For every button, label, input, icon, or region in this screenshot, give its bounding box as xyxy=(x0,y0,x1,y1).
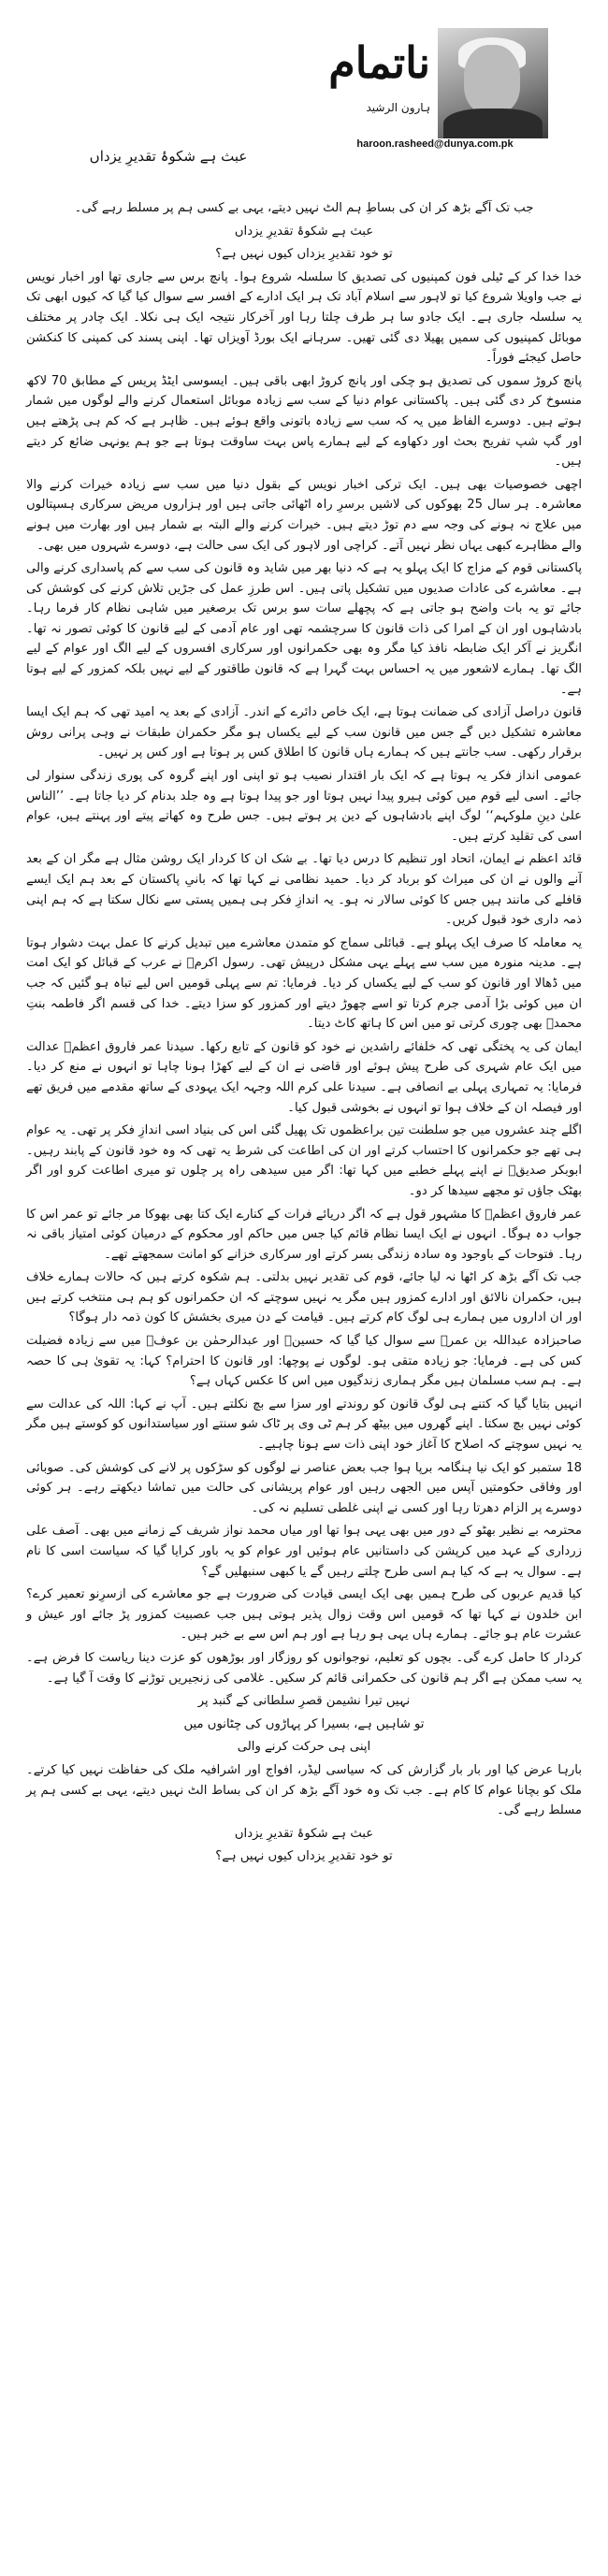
paragraph: تو خود تقدیرِ یزداں کیوں نہیں ہے؟ xyxy=(215,247,393,262)
paragraph: صاحبزادہ عبداللہ بن عمرؓ سے سوال کیا گیا کہ حسینؓ اور عبدالرحمٰن بن عوفؓ میں سے زیادہ فضیلت کس کی ہے۔ فرمایا: جو زیادہ متقی ہو۔ لوگوں نے پوچھا: اور قانون کا احترام؟ کہا: یہ تقویٰ ہی کا حصہ ہے۔ ہم سب مسلمان ہیں مگر ہماری زندگیوں میں اس کا عکس کہاں ہے؟ xyxy=(26,1334,582,1389)
paragraph: جب تک آگے بڑھ کر اٹھا نہ لیا جائے، قوم کی تقدیر نہیں بدلتی۔ ہم شکوہ کرتے ہیں کہ حالات ہمارے خلاف ہیں، حکمران نالائق اور ادارے کمزور ہیں مگر یہ نہیں سوچتے کہ ان حکمرانوں کو ہم ہی منتخب کرتے ہیں اور ان اداروں میں ہمارے ہی لوگ کام کرتے ہیں۔ قیامت کے دن میری بخشش کا کون ذمہ دار ہوگا؟ xyxy=(26,1270,582,1325)
author-photo xyxy=(438,28,548,138)
paragraph: ایمان کی یہ پختگی تھی کہ خلفائے راشدین نے خود کو قانون کے تابع رکھا۔ سیدنا عمر فاروق اعظمؓ عدالت میں ایک عام شہری کی طرح پیش ہوئے اور قاضی نے ان کے لیے کھڑا ہونا چاہا تو انہوں نے منع کر دیا۔ فرمایا: یہ تمہاری پہلی بے انصافی ہے۔ سیدنا علی کرم اللہ وجہہ ایک یہودی کے ساتھ مقدمے میں فریق تھے اور فیصلہ ان کے خلاف ہوا تو انہوں نے بخوشی قبول کیا۔ xyxy=(26,1039,582,1115)
author-face xyxy=(464,45,520,114)
paragraph: کیا قدیم عربوں کی طرح ہمیں بھی ایک ایسی قیادت کی ضرورت ہے جو معاشرے کی ازسرِنو تعمیر کرے؟ ابن خلدون نے کہا تھا کہ قومیں اس وقت زوال پذیر ہوتی ہیں جب عصبیت کمزور پڑ جائے اور عیش و عشرت عام ہو جائے۔ ہمارے ہاں یہی ہو رہا ہے اور ہم اس سے بے خبر ہیں۔ xyxy=(26,1587,582,1643)
article-headline: عبث ہے شکوۂ تقدیرِ یزداں xyxy=(89,148,248,165)
paragraph: تو خود تقدیرِ یزداں کیوں نہیں ہے؟ xyxy=(215,1849,393,1864)
paragraph: 18 ستمبر کو ایک نیا ہنگامہ برپا ہوا جب بعض عناصر نے لوگوں کو سڑکوں پر لانے کی کوشش کی۔ صوبائی اور وفاقی حکومتیں آپس میں الجھی رہیں اور عوام پریشانی کی حالت میں تماشا دیکھتے رہے۔ ہر کوئی دوسرے پر الزام دھرتا رہا اور کسی نے اپنی غلطی تسلیم نہ کی۔ xyxy=(26,1460,582,1515)
paragraph: پاکستانی قوم کے مزاج کا ایک پہلو یہ ہے کہ دنیا بھر میں شاید وہ قانون کی سب سے کم پاسداری کرنے والی ہے۔ معاشرے کی عادات صدیوں میں تشکیل پاتی ہیں۔ اس طرزِ عمل کی جڑیں تلاش کرنے کی کوشش کی جائے تو یہ بات واضح ہو جاتی ہے کہ پچھلے سات سو برس تک برصغیر میں شاہی نظام کار فرما رہا۔ بادشاہوں اور ان کے امرا کی ذات قانون کا سرچشمہ تھی اور عام آدمی کے لیے قانون کا کوئی تصور نہ تھا۔ انگریز نے آکر ایک ضابطہ نافذ کیا مگر وہ بھی حکمرانوں اور سرکاری افسروں کے لیے الگ اور عوام کے لیے الگ تھا۔ ہمارے لاشعور میں یہ احساس بہت گہرا ہے کہ قانون طاقتور کے لیے نہیں بلکہ کمزور کے لیے ہوتا ہے۔ xyxy=(26,561,582,697)
author-body xyxy=(443,109,543,138)
author-byline: ہارون الرشید xyxy=(366,101,430,114)
paragraph: اگلے چند عشروں میں جو سلطنت تین براعظموں تک پھیل گئی اس کی بنیاد اسی اندازِ فکر پر تھی۔ یہ عوام ہی تھے جو حکمرانوں کا احتساب کرتے اور ان کی اطاعت کی شرط یہ تھی کہ وہ خود قانون کے پابند رہیں۔ ابوبکر صدیقؓ نے اپنے پہلے خطبے میں کہا تھا: اگر میں سیدھی راہ پر چلوں تو میری اطاعت کرو اور اگر بھٹک جاؤں تو مجھے سیدھا کر دو۔ xyxy=(26,1123,582,1198)
paragraph: قائد اعظم نے ایمان، اتحاد اور تنظیم کا درس دیا تھا۔ بے شک ان کا کردار ایک روشن مثال ہے مگر ان کے بعد آنے والوں نے ان کی میراث کو برباد کر دیا۔ حمید نظامی نے کہا تھا کہ بانیِ پاکستان کے بعد ہم ایک ایسے قافلے کی مانند ہیں جس کا کوئی سالار نہ ہو۔ یہ اندازِ فکر ہی ہمیں پستی سے نکال سکتا ہے کہ ہم اپنی ذمہ داری خود قبول کریں۔ xyxy=(26,852,582,928)
paragraph: تو شاہیں ہے، بسیرا کر پہاڑوں کی چٹانوں میں xyxy=(183,1716,425,1731)
paragraph: کردار کا حامل کرے گی۔ بچوں کو تعلیم، نوجوانوں کو روزگار اور بوڑھوں کو عزت دینا ریاست کا فرض ہے۔ یہ سب ممکن ہے اگر ہم قانون کی حکمرانی قائم کر سکیں۔ غلامی کی زنجیریں توڑنے کا وقت آ گیا ہے۔ xyxy=(26,1650,582,1686)
paragraph: عبث ہے شکوۂ تقدیرِ یزداں xyxy=(234,224,374,239)
paragraph: اچھی خصوصیات بھی ہیں۔ ایک ترکی اخبار نویس کے بقول دنیا میں سب سے زیادہ خیرات کرنے والا معاشرہ۔ ہر سال 25 بھوکوں کی لاشیں برسرِ راہ اٹھائی جاتی ہیں اور ہزاروں مریض سرکاری ہسپتالوں میں علاج نہ ہونے کی وجہ سے دم توڑ دیتے ہیں۔ خیرات کرنے والے البتہ بے شمار ہیں اور بھارت میں ہونے والے مظاہرے کبھی یہاں نظر نہیں آتے۔ کراچی اور لاہور کی ایک سی حالت ہے، دوسرے شہروں میں بھی۔ xyxy=(26,477,582,553)
paragraph: انہیں بتایا گیا کہ کتنے ہی لوگ قانون کو روندتے اور سزا سے بچ نکلتے ہیں۔ آپ نے کہا: اللہ کی عدالت سے کوئی نہیں بچ سکتا۔ اپنے گھروں میں بیٹھ کر ہم ٹی وی پر ٹاک شو سنتے اور سیاستدانوں کو کوستے ہیں مگر یہ نہیں سوچتے کہ اصلاح کا آغاز خود اپنی ذات سے ہونا چاہیے۔ xyxy=(26,1397,582,1453)
author-email[interactable]: haroon.rasheed@dunya.com.pk xyxy=(356,138,514,150)
column-header xyxy=(0,0,608,178)
paragraph: عبث ہے شکوۂ تقدیرِ یزداں xyxy=(234,1826,374,1841)
paragraph: عمومی انداز فکر یہ ہوتا ہے کہ ایک بار اقتدار نصیب ہو تو اپنی اور اپنے گروہ کی پوری زندگی سنوار لی جائے۔ اسی لیے قوم میں کوئی ہیرو پیدا نہیں ہوتا اور جو پیدا ہوتا ہے وہ جلد بدنام کر دیا جاتا ہے۔ ’’الناس علیٰ دینِ ملوکہم‘‘ لوگ اپنے بادشاہوں کے دین پر ہوتے ہیں۔ جس طرح وہ کھاتے پیتے اور پہنتے ہیں، عوام اسی کی تقلید کرتے ہیں۔ xyxy=(26,769,582,844)
paragraph: بارہا عرض کیا اور بار بار گزارش کی کہ سیاسی لیڈر، افواج اور اشرافیہ ملک کی حفاظت نہیں کیا کرتے۔ ملک کو بچانا عوام کا کام ہے۔ جب تک وہ خود آگے بڑھ کر ان کی بساط الٹ نہیں دیتے، یہی بے کسی ہم پر مسلط رہے گی۔ xyxy=(26,1762,582,1818)
paragraph: عمر فاروق اعظمؓ کا مشہور قول ہے کہ اگر دریائے فرات کے کنارے ایک کتا بھی بھوکا مر جائے تو عمر اس کا جواب دہ ہوگا۔ انہوں نے ایک ایسا نظام قائم کیا جس میں حاکم اور محکوم کے درمیان کوئی امتیاز باقی نہ رہا۔ فتوحات کے باوجود وہ سادہ زندگی بسر کرتے اور سرکاری خزانے کو امانت سمجھتے تھے۔ xyxy=(26,1207,582,1262)
paragraph: اپنی ہی حرکت کرنے والی xyxy=(237,1740,371,1755)
paragraph: قانون دراصل آزادی کی ضمانت ہوتا ہے، ایک خاص دائرے کے اندر۔ آزادی کے بعد یہ امید تھی کہ ہم ایک ایسا معاشرہ تشکیل دیں گے جس میں قانون سب کے لیے یکساں ہو مگر حکمران طبقات نے وہی پرانی روش برقرار رکھی۔ سب جانتے ہیں کہ ہمارے ہاں قانون کا اطلاق کس پر ہوتا ہے اور کس پر نہیں۔ xyxy=(26,705,582,760)
article-body xyxy=(26,198,582,1870)
column-name: ناتمام xyxy=(328,37,430,88)
paragraph: نہیں تیرا نشیمن قصرِ سلطانی کے گنبد پر xyxy=(197,1694,411,1709)
paragraph: خدا خدا کر کے ٹیلی فون کمپنیوں کی تصدیق کا سلسلہ شروع ہوا۔ پانچ برس سے جاری تھا اور اخبار نویس نے جب واویلا شروع کیا تو لاہور سے اسلام آباد تک ہر ایک ادارے کے افسر سے سوال کیا گیا کہ کیوں ابھی تک یہ سلسلہ جاری ہے۔ ایک جادو سا ہر طرف چلتا رہا اور آخرکار نتیجہ ایک ہی نکلا۔ ایک چادر پر مختلف موبائل کمپنیوں کی سمیں پھیلا دی گئی تھیں۔ سرہانے ایک بورڈ آویزاں تھا۔ اپنی پسند کی کمپنی کا کنکشن حاصل کیجئے فوراً۔ xyxy=(26,269,582,366)
paragraph: محترمہ بے نظیر بھٹو کے دور میں بھی یہی ہوا تھا اور میاں محمد نواز شریف کے زمانے میں بھی۔ آصف علی زرداری کے عہد میں کرپشن کی داستانیں عام ہوئیں اور عوام کو یہ باور کرایا گیا کہ سیاست اسی کا نام ہے۔ سوال یہ ہے کہ کیا ہم اسی طرح چلتے رہیں گے یا کبھی سنبھلیں گے؟ xyxy=(26,1524,582,1579)
paragraph: پانچ کروڑ سموں کی تصدیق ہو چکی اور پانچ کروڑ ابھی باقی ہیں۔ ایسوسی ایٹڈ پریس کے مطابق 70 لاکھ منسوخ کر دی گئی ہیں۔ پاکستانی عوام دنیا کے سب سے زیادہ موبائل استعمال کرنے والے لوگوں میں شمار ہوتے ہیں۔ دوسرے الفاظ میں یہ کہ سب سے زیادہ باتونی واقع ہوئے ہیں۔ ظاہر ہے کہ کم ہی پڑھتے ہیں اور گپ شپ تفریح بحث اور دکھاوے کے لیے ہمارے پاس بہت ساوقت ہوتا ہے جو ہم یونہی ضائع کر دیتے ہیں۔ xyxy=(26,373,582,470)
paragraph: یہ معاملہ کا صرف ایک پہلو ہے۔ قبائلی سماج کو متمدن معاشرے میں تبدیل کرنے کا عمل بہت دشوار ہوتا ہے۔ مدینہ منورہ میں سب سے پہلے یہی مشکل درپیش تھی۔ رسول اکرمؐ نے عرب کے قبائل کو ایک امت میں ڈھالا اور قانون کو سب کے لیے یکساں کر دیا۔ فرمایا: تم سے پہلی قومیں اس لیے تباہ ہو گئیں کہ جب ان میں کوئی بڑا آدمی جرم کرتا تو اسے چھوڑ دیتے اور کمزور کو سزا دیتے۔ خدا کی قسم اگر فاطمہ بنتِ محمدؐ بھی چوری کرتی تو میں اس کا ہاتھ کاٹ دیتا۔ xyxy=(26,935,582,1032)
paragraph: جب تک آگے بڑھ کر ان کی بساطِ ہم الٹ نہیں دیتے، یہی بے کسی ہم پر مسلط رہے گی۔ xyxy=(74,201,534,215)
